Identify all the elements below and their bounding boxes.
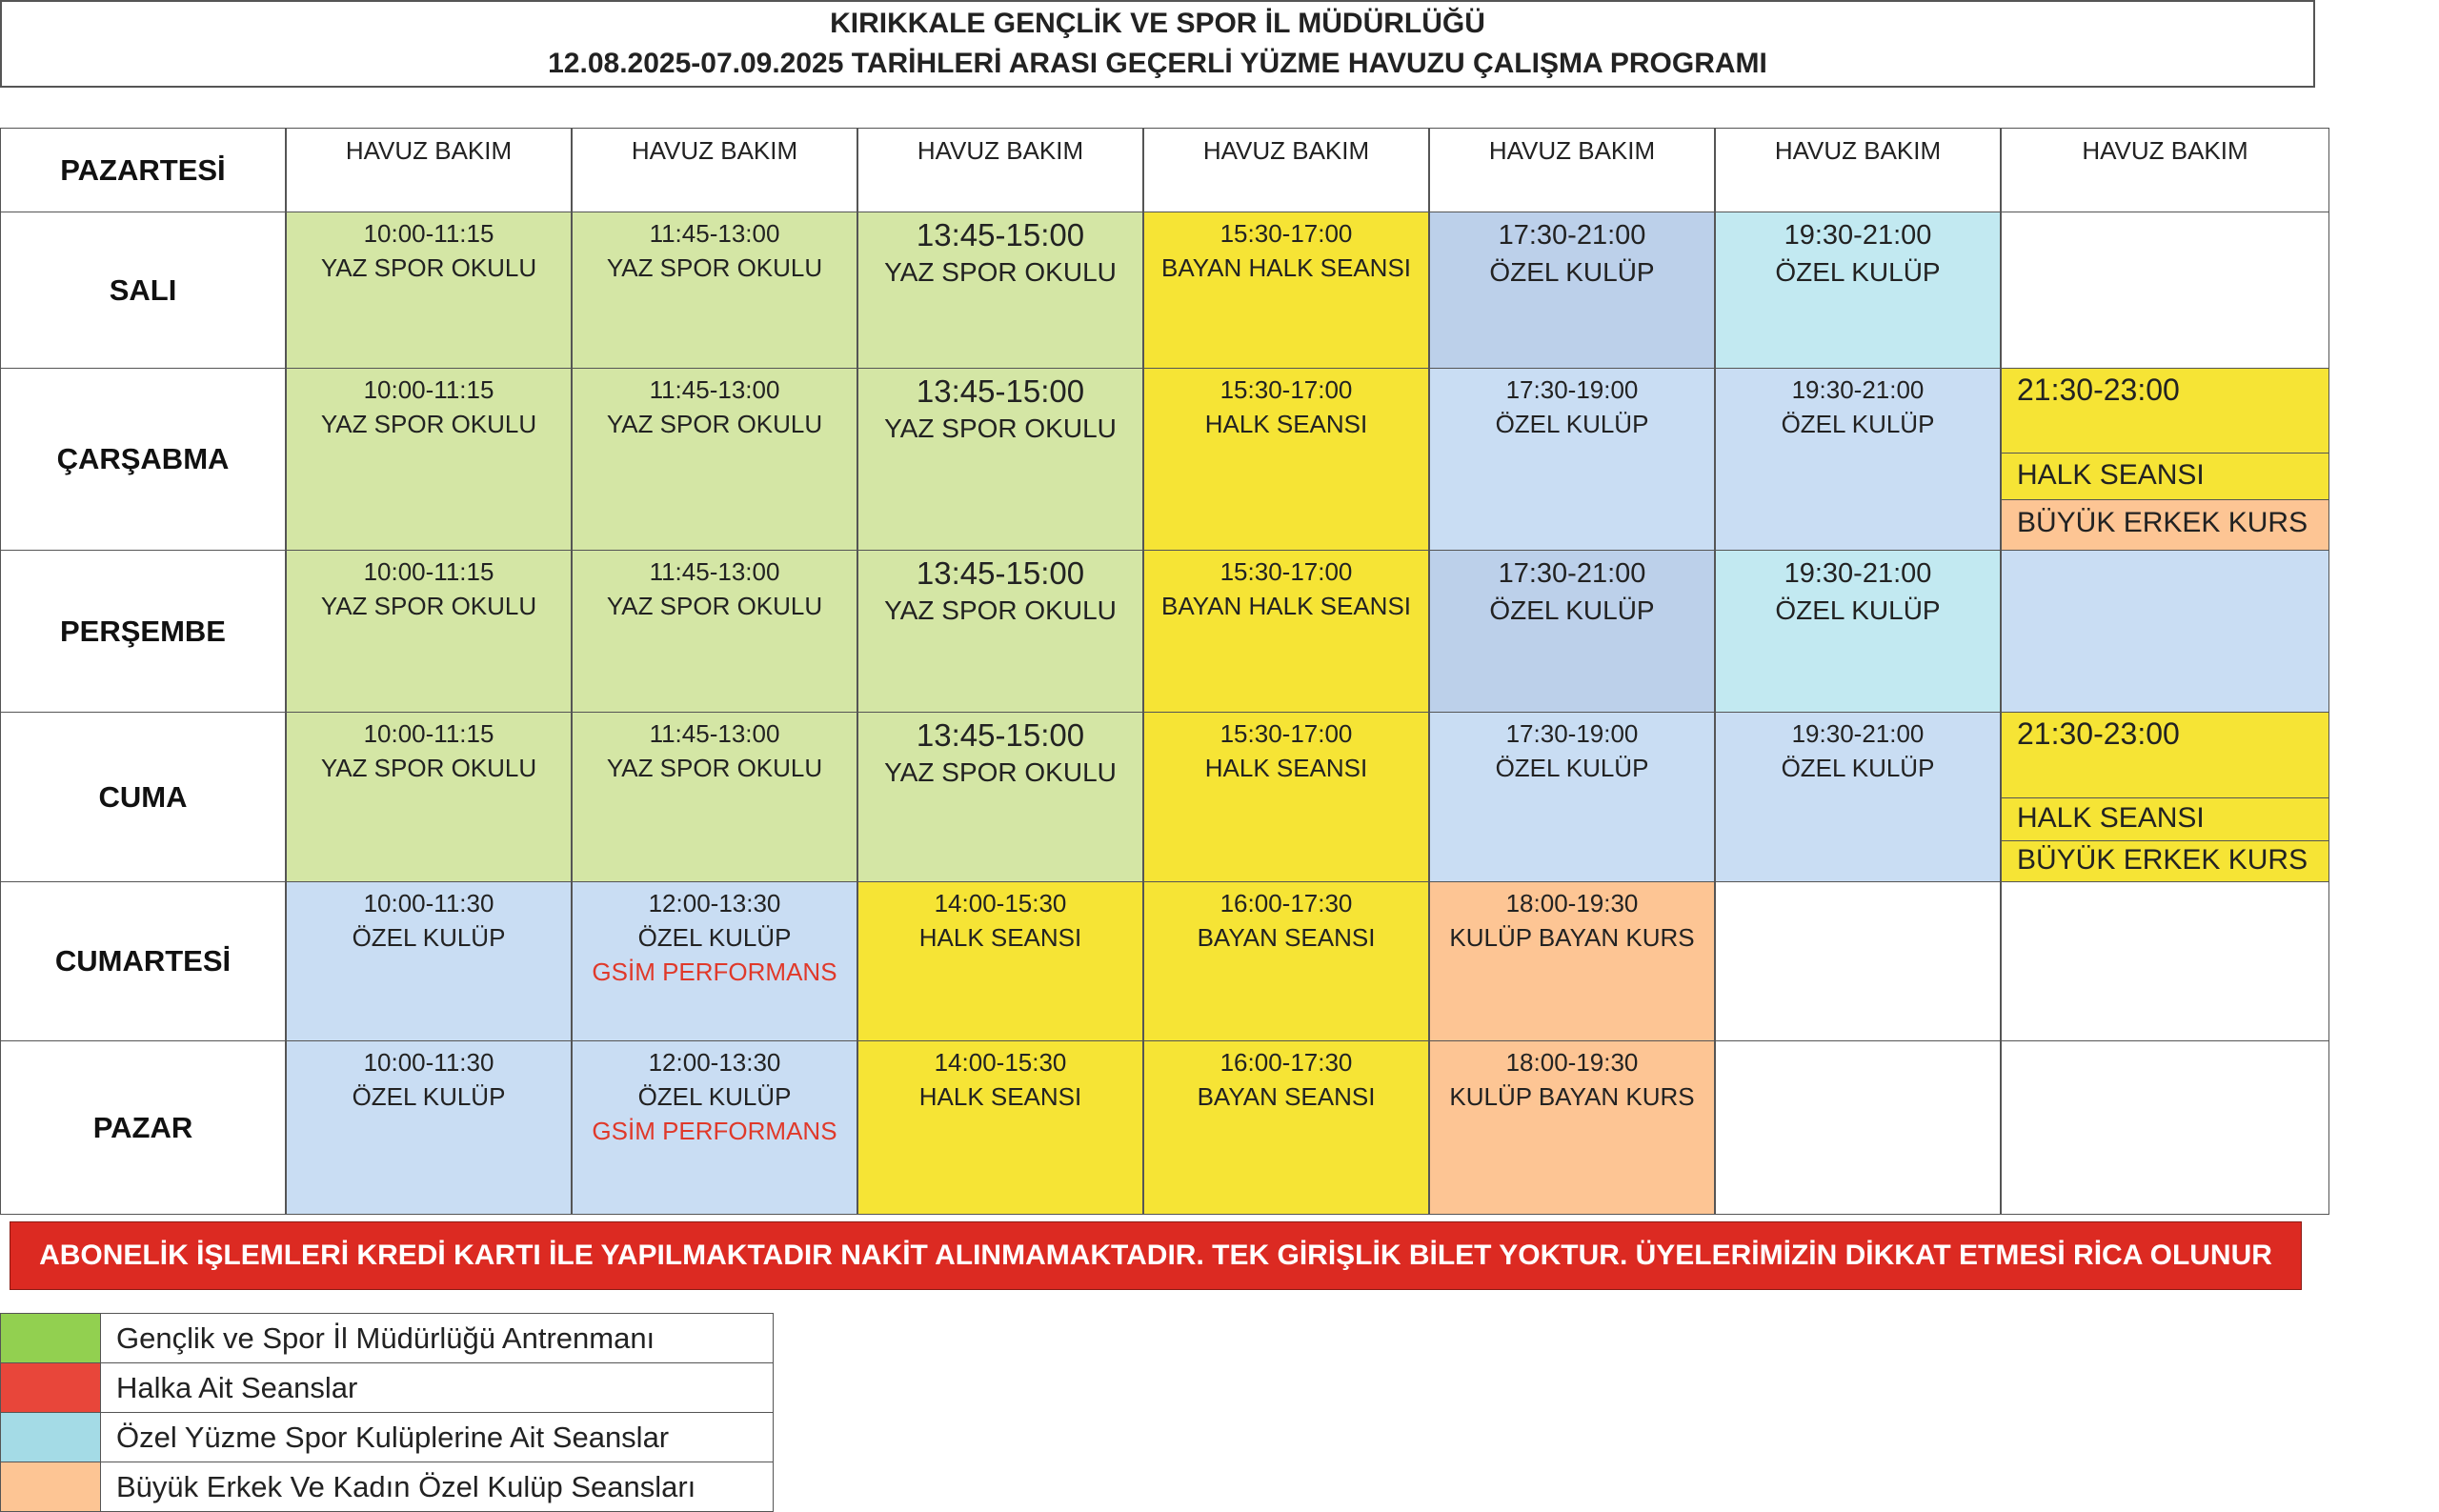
cell-carsamba-5 [1429,368,1715,551]
page-title-box [0,0,2315,88]
cell-persembe-4 [1143,550,1429,713]
session-label: ÖZEL KULÜP [352,1082,506,1111]
session-time: 16:00-17:30 [1220,1048,1353,1077]
session-time: 18:00-19:30 [1505,1048,1639,1077]
cell-sali-5 [1429,212,1715,369]
cell-pazar-2 [572,1040,857,1215]
session-label: HALK SEANSI [918,1082,1082,1111]
session-label: YAZ SPOR OKULU [606,410,823,438]
session-time: 13:45-15:00 [916,373,1085,409]
session-label: YAZ SPOR OKULU [606,592,823,620]
session-label: ÖZEL KULÜP [1775,595,1941,625]
legend-swatch [1,1363,101,1412]
session-time: 11:45-13:00 [649,219,780,248]
session-label: YAZ SPOR OKULU [884,257,1117,287]
day-label-cuma: CUMA [0,712,286,882]
session-label: YAZ SPOR OKULU [606,253,823,282]
cell-cuma-6 [1715,712,2001,882]
cell-pazartesi-7: HAVUZ BAKIM [2001,128,2329,212]
session-time: 19:30-21:00 [1784,220,1932,251]
legend-label: Büyük Erkek Ve Kadın Özel Kulüp Seansları [116,1469,696,1503]
session-time: 15:30-17:00 [1220,375,1353,404]
cell-persembe-5 [1429,550,1715,713]
session-time: 17:30-21:00 [1498,558,1646,589]
cell-cuma-7-label2: BÜYÜK ERKEK KURS [2001,840,2329,882]
cell-carsamba-6 [1715,368,2001,551]
session-time: 10:00-11:15 [363,719,494,748]
session-time: 13:45-15:00 [916,717,1085,753]
session-label: HALK SEANSI [918,923,1082,952]
cell-persembe-3 [857,550,1143,713]
session-label: BAYAN SEANSI [1197,1082,1376,1111]
cell-pazar-6 [1715,1040,2001,1215]
cell-cuma-5 [1429,712,1715,882]
session-label: ÖZEL KULÜP [352,923,506,952]
session-time: 10:00-11:15 [363,557,494,586]
session-time: 14:00-15:30 [934,889,1067,917]
session-label: ÖZEL KULÜP [1489,595,1655,625]
session-time: 10:00-11:30 [363,1048,494,1077]
cell-cuma-7-time: 21:30-23:00 [2001,712,2329,798]
session-label: ÖZEL KULÜP [1775,257,1941,287]
session-time: 11:45-13:00 [649,557,780,586]
cell-sali-6 [1715,212,2001,369]
session-time: 15:30-17:00 [1220,719,1353,748]
session-label: KULÜP BAYAN KURS [1449,923,1695,952]
session-time: 10:00-11:30 [363,889,494,917]
legend-label: Gençlik ve Spor İl Müdürlüğü Antrenmanı [116,1320,655,1355]
cell-carsamba-7-time: 21:30-23:00 [2001,368,2329,454]
cell-cuma-2 [572,712,857,882]
legend-label: Özel Yüzme Spor Kulüplerine Ait Seanslar [116,1420,670,1454]
session-label: YAZ SPOR OKULU [320,592,537,620]
day-label-cumartesi: CUMARTESİ [0,881,286,1041]
cell-cumartesi-2 [572,881,857,1041]
cell-carsamba-2 [572,368,857,551]
day-label-carsamba: ÇARŞABMA [0,368,286,551]
legend-row-clubs [0,1412,774,1462]
day-label-sali: SALI [0,212,286,369]
legend-row-public [0,1362,774,1413]
cell-persembe-7 [2001,550,2329,713]
session-label: ÖZEL KULÜP [1781,410,1935,438]
session-time: 17:30-19:00 [1505,719,1639,748]
cell-cumartesi-1 [286,881,572,1041]
session-time: 10:00-11:15 [363,219,494,248]
session-label: ÖZEL KULÜP [1495,754,1649,782]
session-label: KULÜP BAYAN KURS [1449,1082,1695,1111]
cell-carsamba-4 [1143,368,1429,551]
cell-carsamba-1 [286,368,572,551]
session-time: 15:30-17:00 [1220,219,1353,248]
cell-cuma-7-label1: HALK SEANSI [2001,797,2329,841]
cell-pazartesi-6: HAVUZ BAKIM [1715,128,2001,212]
session-time: 17:30-19:00 [1505,375,1639,404]
day-label-pazar: PAZAR [0,1040,286,1215]
cell-pazartesi-4: HAVUZ BAKIM [1143,128,1429,212]
cell-persembe-6 [1715,550,2001,713]
cell-pazar-4 [1143,1040,1429,1215]
cell-pazar-3 [857,1040,1143,1215]
session-label: YAZ SPOR OKULU [884,757,1117,787]
cell-carsamba-7-label2: BÜYÜK ERKEK KURS [2001,499,2329,551]
legend-label: Halka Ait Seanslar [116,1370,358,1404]
legend-row-adult-clubs [0,1462,774,1512]
session-note: GSİM PERFORMANS [592,958,837,986]
session-label: BAYAN SEANSI [1197,923,1376,952]
session-label: ÖZEL KULÜP [637,1082,792,1111]
session-label: YAZ SPOR OKULU [320,410,537,438]
legend-swatch [1,1314,101,1362]
session-time: 13:45-15:00 [916,555,1085,591]
session-label: YAZ SPOR OKULU [606,754,823,782]
cell-carsamba-3 [857,368,1143,551]
session-time: 14:00-15:30 [934,1048,1067,1077]
session-label: YAZ SPOR OKULU [320,754,537,782]
payment-notice-banner: ABONELİK İŞLEMLERİ KREDİ KARTI İLE YAPILMAKTADIR NAKİT ALINMAMAKTADIR. TEK GİRİŞLİK BİLET YOKTUR. ÜYELERİMİZİN DİKKAT ETMESİ RİCA OLUNUR [10,1221,2302,1290]
session-label: YAZ SPOR OKULU [884,595,1117,625]
cell-pazar-1 [286,1040,572,1215]
session-time: 19:30-21:00 [1791,719,1925,748]
cell-pazartesi-1: HAVUZ BAKIM [286,128,572,212]
day-label-pazartesi: PAZARTESİ [0,128,286,212]
cell-sali-4 [1143,212,1429,369]
session-time: 11:45-13:00 [649,375,780,404]
legend-row-gsim [0,1313,774,1363]
cell-cumartesi-7 [2001,881,2329,1041]
cell-sali-2 [572,212,857,369]
cell-sali-1 [286,212,572,369]
session-time: 10:00-11:15 [363,375,494,404]
session-time: 17:30-21:00 [1498,220,1646,251]
cell-cumartesi-3 [857,881,1143,1041]
session-time: 19:30-21:00 [1791,375,1925,404]
cell-cuma-3 [857,712,1143,882]
cell-persembe-2 [572,550,857,713]
session-time: 16:00-17:30 [1220,889,1353,917]
session-time: 19:30-21:00 [1784,558,1932,589]
day-label-persembe: PERŞEMBE [0,550,286,713]
cell-carsamba-7-label1: HALK SEANSI [2001,453,2329,500]
session-label: ÖZEL KULÜP [1489,257,1655,287]
session-time: 12:00-13:30 [648,889,781,917]
cell-cumartesi-6 [1715,881,2001,1041]
session-label: ÖZEL KULÜP [1781,754,1935,782]
session-time: 15:30-17:00 [1220,557,1353,586]
cell-pazartesi-5: HAVUZ BAKIM [1429,128,1715,212]
cell-pazartesi-2: HAVUZ BAKIM [572,128,857,212]
cell-cumartesi-5 [1429,881,1715,1041]
page-title: KIRIKKALE GENÇLİK VE SPOR İL MÜDÜRLÜĞÜ [830,8,1485,39]
cell-sali-3 [857,212,1143,369]
session-label: ÖZEL KULÜP [1495,410,1649,438]
session-label: HALK SEANSI [1204,754,1368,782]
session-label: YAZ SPOR OKULU [320,253,537,282]
session-time: 18:00-19:30 [1505,889,1639,917]
cell-persembe-1 [286,550,572,713]
cell-pazar-7 [2001,1040,2329,1215]
session-label: HALK SEANSI [1204,410,1368,438]
cell-pazartesi-3: HAVUZ BAKIM [857,128,1143,212]
legend-swatch [1,1462,101,1511]
session-label: YAZ SPOR OKULU [884,413,1117,443]
session-label: ÖZEL KULÜP [637,923,792,952]
session-label: BAYAN HALK SEANSI [1160,253,1412,282]
cell-sali-7 [2001,212,2329,369]
cell-cuma-4 [1143,712,1429,882]
session-note: GSİM PERFORMANS [592,1117,837,1145]
session-time: 11:45-13:00 [649,719,780,748]
cell-cuma-1 [286,712,572,882]
legend-swatch [1,1413,101,1462]
page-subtitle: 12.08.2025-07.09.2025 TARİHLERİ ARASI GEÇERLİ YÜZME HAVUZU ÇALIŞMA PROGRAMI [548,48,1767,79]
cell-pazar-5 [1429,1040,1715,1215]
cell-cumartesi-4 [1143,881,1429,1041]
session-time: 12:00-13:30 [648,1048,781,1077]
session-time: 13:45-15:00 [916,217,1085,252]
session-label: BAYAN HALK SEANSI [1160,592,1412,620]
